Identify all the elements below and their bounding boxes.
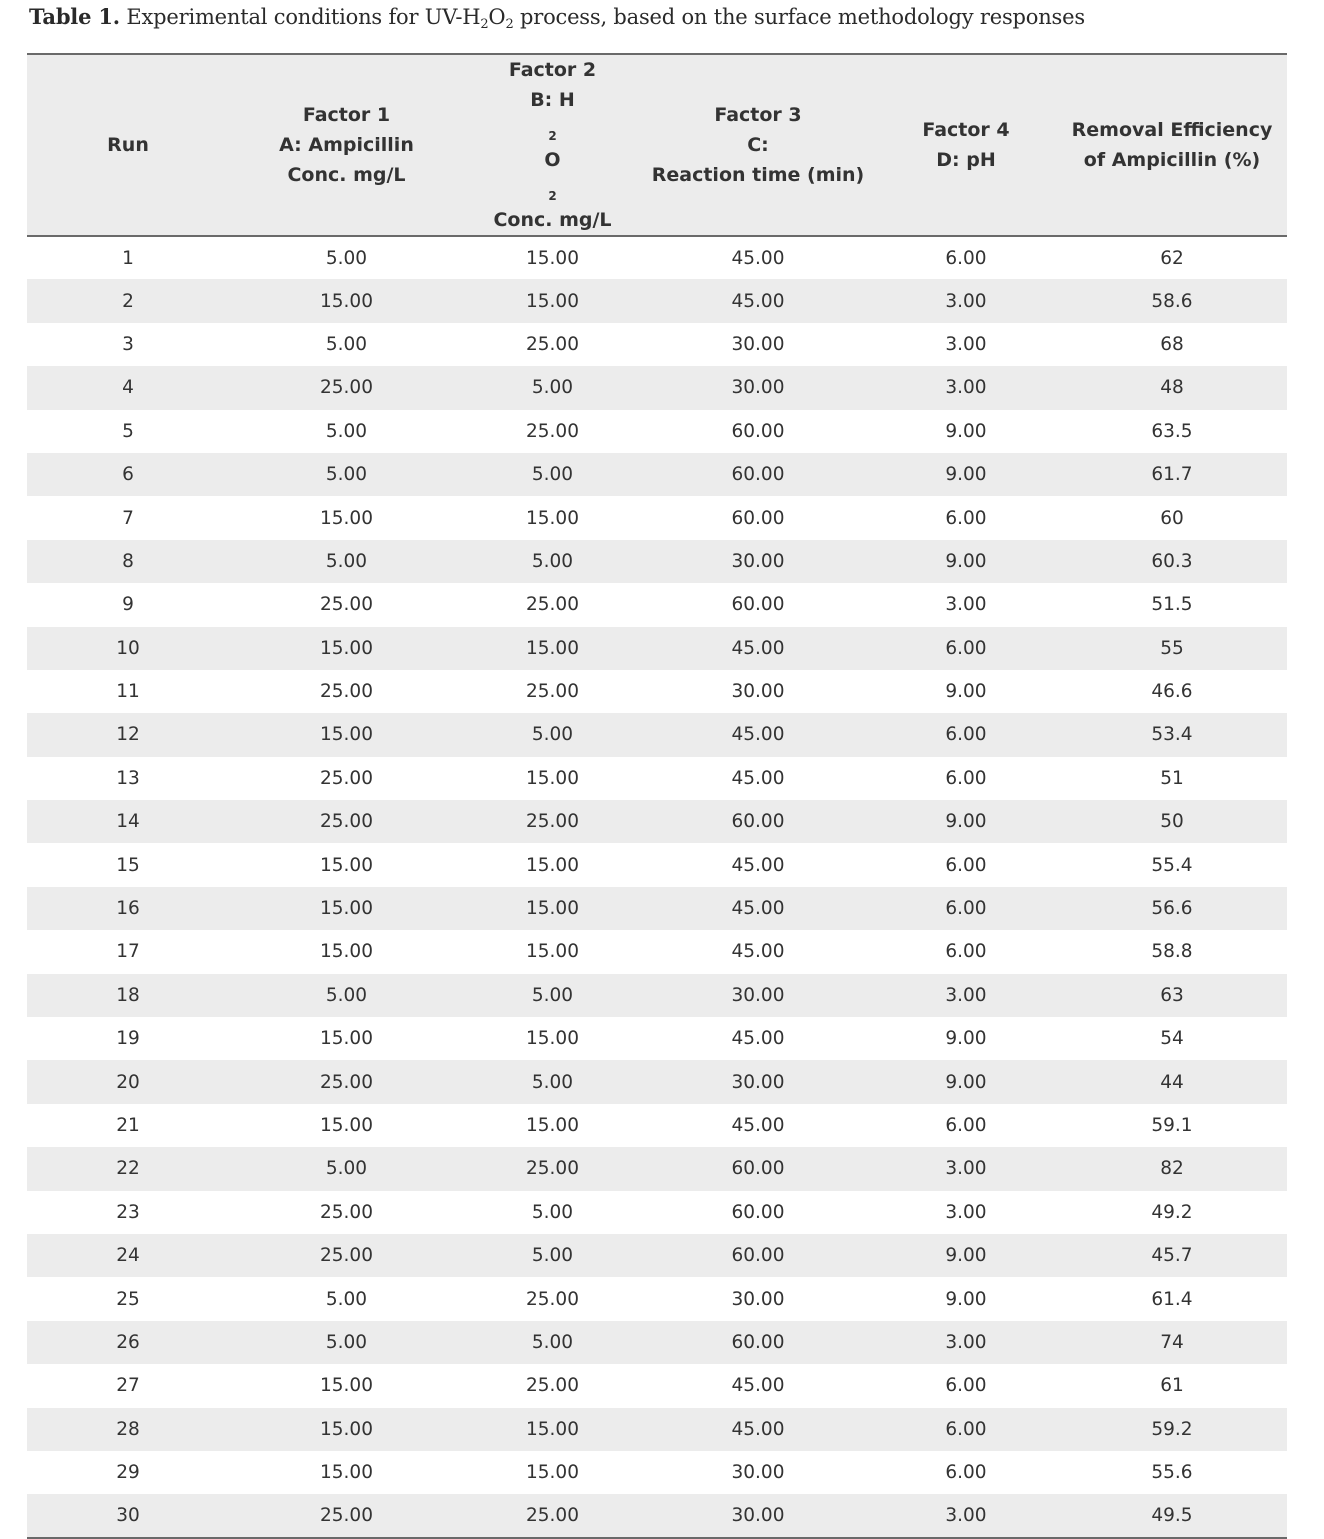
cell-reaction-time: 30.00 <box>731 984 785 1006</box>
caption-text: O <box>488 5 506 29</box>
cell-reaction-time: 45.00 <box>731 247 785 269</box>
cell-removal-efficiency: 62 <box>1160 247 1184 269</box>
cell-h2o2-conc: 25.00 <box>526 681 579 703</box>
table-row <box>27 800 1287 843</box>
cell-reaction-time: 60.00 <box>731 464 785 486</box>
cell-ampicillin-conc: 5.00 <box>325 1288 368 1310</box>
cell-removal-efficiency: 59.1 <box>1151 1115 1193 1136</box>
table-header <box>27 54 1287 236</box>
cell-ampicillin-conc: 15.00 <box>320 1115 373 1136</box>
cell-ph: 6.00 <box>945 637 987 659</box>
table-row <box>27 453 1287 496</box>
cell-removal-efficiency: 50 <box>1160 811 1184 833</box>
cell-run: 7 <box>122 507 134 529</box>
header-row <box>27 54 1287 236</box>
cell-removal-efficiency: 49.2 <box>1151 1201 1193 1223</box>
cell-removal-efficiency: 63.5 <box>1151 420 1193 442</box>
cell-ph: 9.00 <box>945 1288 987 1310</box>
cell-run: 19 <box>116 1028 140 1050</box>
cell-ph: 6.00 <box>945 724 987 746</box>
cell-run: 1 <box>122 247 134 269</box>
table-row <box>27 1017 1287 1060</box>
table-row <box>27 1147 1287 1190</box>
cell-run: 2 <box>122 290 134 312</box>
cell-ampicillin-conc: 25.00 <box>320 1071 373 1093</box>
cell-h2o2-conc: 5.00 <box>531 464 574 486</box>
cell-run: 16 <box>116 898 140 920</box>
cell-h2o2-conc: 15.00 <box>526 1028 579 1050</box>
cell-removal-efficiency: 58.6 <box>1151 290 1193 312</box>
cell-ampicillin-conc: 5.00 <box>325 420 368 442</box>
table-row <box>27 496 1287 539</box>
cell-ampicillin-conc: 25.00 <box>320 811 373 833</box>
cell-reaction-time: 30.00 <box>731 1462 785 1484</box>
cell-h2o2-conc: 15.00 <box>526 1115 579 1136</box>
cell-removal-efficiency: 61.7 <box>1151 464 1193 486</box>
cell-reaction-time: 30.00 <box>731 1505 785 1527</box>
cell-removal-efficiency: 44 <box>1160 1071 1184 1093</box>
cell-h2o2-conc: 5.00 <box>531 984 574 1006</box>
cell-run: 12 <box>116 724 140 746</box>
cell-reaction-time: 30.00 <box>731 681 785 703</box>
cell-ph: 9.00 <box>945 420 987 442</box>
cell-h2o2-conc: 25.00 <box>526 1505 579 1527</box>
cell-ph: 3.00 <box>945 1505 987 1527</box>
cell-ph: 6.00 <box>945 941 987 963</box>
table-caption <box>29 4 1085 32</box>
table-row <box>27 540 1287 583</box>
cell-reaction-time: 45.00 <box>731 290 785 312</box>
cell-ph: 3.00 <box>945 594 987 616</box>
table-row <box>27 843 1287 886</box>
cell-run: 25 <box>116 1288 140 1310</box>
cell-reaction-time: 60.00 <box>731 811 785 833</box>
cell-ph: 9.00 <box>945 811 987 833</box>
cell-reaction-time: 30.00 <box>731 1071 785 1093</box>
cell-h2o2-conc: 25.00 <box>526 811 579 833</box>
cell-reaction-time: 30.00 <box>731 333 785 355</box>
cell-ph: 9.00 <box>945 681 987 703</box>
header-factor-4: Factor 4 D: pH <box>875 54 1057 236</box>
cell-ph: 3.00 <box>945 333 987 355</box>
cell-run: 15 <box>116 854 140 876</box>
table-row <box>27 236 1287 279</box>
cell-ph: 6.00 <box>945 1462 987 1484</box>
cell-run: 22 <box>116 1158 140 1180</box>
cell-reaction-time: 60.00 <box>731 1158 785 1180</box>
cell-ph: 6.00 <box>945 854 987 876</box>
header-factor-3: Factor 3 C: Reaction time (min) <box>641 54 875 236</box>
cell-removal-efficiency: 58.8 <box>1151 941 1193 963</box>
cell-ampicillin-conc: 5.00 <box>325 1331 368 1353</box>
cell-h2o2-conc: 5.00 <box>531 1245 574 1267</box>
cell-h2o2-conc: 25.00 <box>526 1375 579 1397</box>
cell-reaction-time: 45.00 <box>731 898 785 920</box>
cell-ph: 6.00 <box>945 898 987 920</box>
cell-ampicillin-conc: 15.00 <box>320 1028 373 1050</box>
cell-ampicillin-conc: 15.00 <box>320 290 373 312</box>
cell-ampicillin-conc: 5.00 <box>325 550 368 572</box>
cell-removal-efficiency: 61.4 <box>1151 1288 1193 1310</box>
cell-ampicillin-conc: 15.00 <box>320 507 373 529</box>
caption-text: Experimental conditions for UV-H <box>126 5 481 29</box>
cell-removal-efficiency: 46.6 <box>1151 681 1193 703</box>
header-factor-1: Factor 1 A: Ampicillin Conc. mg/L <box>229 54 464 236</box>
cell-run: 17 <box>116 941 140 963</box>
cell-reaction-time: 60.00 <box>731 1245 785 1267</box>
cell-reaction-time: 60.00 <box>731 594 785 616</box>
cell-ampicillin-conc: 15.00 <box>320 941 373 963</box>
cell-ph: 6.00 <box>945 767 987 789</box>
table-row <box>27 279 1287 322</box>
header-removal-efficiency: Removal Efficiency of Ampicillin (%) <box>1057 54 1287 236</box>
cell-ph: 3.00 <box>945 984 987 1006</box>
cell-removal-efficiency: 51 <box>1160 767 1184 789</box>
cell-ph: 3.00 <box>945 290 987 312</box>
cell-ampicillin-conc: 25.00 <box>320 1201 373 1223</box>
cell-ph: 3.00 <box>945 1158 987 1180</box>
cell-removal-efficiency: 49.5 <box>1151 1505 1193 1527</box>
cell-ampicillin-conc: 25.00 <box>320 377 373 399</box>
experimental-conditions-table <box>27 53 1287 1539</box>
cell-run: 18 <box>116 984 140 1006</box>
table-row <box>27 366 1287 409</box>
cell-reaction-time: 30.00 <box>731 377 785 399</box>
cell-run: 24 <box>116 1245 140 1267</box>
caption-label: Table 1. <box>29 4 120 29</box>
table-row <box>27 1234 1287 1277</box>
cell-removal-efficiency: 55.6 <box>1151 1462 1193 1484</box>
cell-run: 29 <box>116 1462 140 1484</box>
cell-reaction-time: 45.00 <box>731 1418 785 1440</box>
table-row <box>27 930 1287 973</box>
cell-h2o2-conc: 15.00 <box>526 507 579 529</box>
table-row <box>27 1364 1287 1407</box>
cell-ph: 6.00 <box>945 507 987 529</box>
cell-ph: 6.00 <box>945 1418 987 1440</box>
cell-run: 21 <box>116 1115 140 1136</box>
cell-h2o2-conc: 15.00 <box>526 1462 579 1484</box>
cell-run: 11 <box>116 681 140 703</box>
cell-ampicillin-conc: 15.00 <box>320 1418 373 1440</box>
table-row <box>27 1060 1287 1103</box>
cell-removal-efficiency: 51.5 <box>1151 594 1193 616</box>
cell-h2o2-conc: 5.00 <box>531 1071 574 1093</box>
table-row <box>27 1191 1287 1234</box>
cell-ampicillin-conc: 5.00 <box>325 333 368 355</box>
cell-h2o2-conc: 5.00 <box>531 377 574 399</box>
cell-run: 4 <box>122 377 134 399</box>
cell-ph: 3.00 <box>945 1201 987 1223</box>
cell-ph: 6.00 <box>945 1115 987 1136</box>
cell-h2o2-conc: 15.00 <box>526 290 579 312</box>
cell-h2o2-conc: 25.00 <box>526 420 579 442</box>
cell-reaction-time: 45.00 <box>731 854 785 876</box>
cell-h2o2-conc: 15.00 <box>526 767 579 789</box>
cell-run: 27 <box>116 1375 140 1397</box>
cell-ampicillin-conc: 25.00 <box>320 1505 373 1527</box>
cell-reaction-time: 60.00 <box>731 507 785 529</box>
cell-run: 9 <box>122 594 134 616</box>
cell-ampicillin-conc: 15.00 <box>320 724 373 746</box>
cell-ampicillin-conc: 15.00 <box>320 898 373 920</box>
cell-removal-efficiency: 68 <box>1160 333 1184 355</box>
cell-removal-efficiency: 74 <box>1160 1331 1184 1353</box>
cell-h2o2-conc: 25.00 <box>526 594 579 616</box>
caption-subscript: 2 <box>480 17 489 32</box>
cell-ampicillin-conc: 15.00 <box>320 1375 373 1397</box>
cell-reaction-time: 60.00 <box>731 420 785 442</box>
cell-h2o2-conc: 15.00 <box>526 854 579 876</box>
header-factor-2: Factor 2 B: H $_2$ O $_2$ Conc. mg/L <box>464 54 641 236</box>
table-row <box>27 757 1287 800</box>
table-row <box>27 1277 1287 1320</box>
cell-h2o2-conc: 25.00 <box>526 1288 579 1310</box>
cell-removal-efficiency: 55 <box>1160 637 1184 659</box>
cell-ampicillin-conc: 25.00 <box>320 1245 373 1267</box>
cell-reaction-time: 45.00 <box>731 1028 785 1050</box>
cell-h2o2-conc: 25.00 <box>526 333 579 355</box>
cell-h2o2-conc: 25.00 <box>526 1158 579 1180</box>
cell-reaction-time: 45.00 <box>731 724 785 746</box>
cell-removal-efficiency: 60 <box>1160 507 1184 529</box>
table-row <box>27 410 1287 453</box>
cell-reaction-time: 45.00 <box>731 1375 785 1397</box>
table-row <box>27 713 1287 756</box>
cell-ampicillin-conc: 25.00 <box>320 767 373 789</box>
table-row <box>27 974 1287 1017</box>
cell-reaction-time: 45.00 <box>731 941 785 963</box>
table-row <box>27 627 1287 670</box>
cell-removal-efficiency: 59.2 <box>1151 1418 1193 1440</box>
cell-reaction-time: 45.00 <box>731 637 785 659</box>
cell-run: 28 <box>116 1418 140 1440</box>
cell-ampicillin-conc: 25.00 <box>320 594 373 616</box>
table-body <box>27 236 1287 1538</box>
table-row <box>27 1104 1287 1147</box>
cell-removal-efficiency: 45.7 <box>1151 1245 1193 1267</box>
header-run: Run <box>27 54 229 236</box>
cell-h2o2-conc: 15.00 <box>526 1418 579 1440</box>
cell-run: 23 <box>116 1201 140 1223</box>
cell-reaction-time: 30.00 <box>731 1288 785 1310</box>
table-row <box>27 887 1287 930</box>
cell-removal-efficiency: 53.4 <box>1151 724 1193 746</box>
cell-run: 26 <box>116 1331 140 1353</box>
caption-text: process, based on the surface methodology responses <box>513 5 1085 29</box>
cell-ph: 9.00 <box>945 1245 987 1267</box>
cell-ph: 3.00 <box>945 1331 987 1353</box>
table-row <box>27 1321 1287 1364</box>
cell-removal-efficiency: 54 <box>1160 1028 1184 1050</box>
cell-removal-efficiency: 56.6 <box>1151 898 1193 920</box>
cell-ph: 9.00 <box>945 1071 987 1093</box>
cell-h2o2-conc: 15.00 <box>526 637 579 659</box>
cell-ph: 3.00 <box>945 377 987 399</box>
cell-run: 10 <box>116 637 140 659</box>
cell-removal-efficiency: 63 <box>1160 984 1184 1006</box>
cell-run: 20 <box>116 1071 140 1093</box>
cell-reaction-time: 30.00 <box>731 550 785 572</box>
cell-ampicillin-conc: 15.00 <box>320 1462 373 1484</box>
cell-run: 3 <box>122 333 134 355</box>
cell-h2o2-conc: 15.00 <box>526 898 579 920</box>
cell-run: 8 <box>122 550 134 572</box>
cell-ph: 9.00 <box>945 550 987 572</box>
cell-reaction-time: 60.00 <box>731 1201 785 1223</box>
cell-ph: 6.00 <box>945 1375 987 1397</box>
cell-removal-efficiency: 55.4 <box>1151 854 1193 876</box>
table-row <box>27 1451 1287 1494</box>
cell-reaction-time: 45.00 <box>731 1115 785 1136</box>
cell-ampicillin-conc: 5.00 <box>325 464 368 486</box>
cell-h2o2-conc: 15.00 <box>526 941 579 963</box>
cell-ampicillin-conc: 25.00 <box>320 681 373 703</box>
cell-ph: 9.00 <box>945 1028 987 1050</box>
cell-run: 14 <box>116 811 140 833</box>
cell-h2o2-conc: 5.00 <box>531 550 574 572</box>
cell-removal-efficiency: 82 <box>1160 1158 1184 1180</box>
table-row <box>27 1408 1287 1451</box>
caption-subscript: 2 <box>505 17 514 32</box>
cell-ampicillin-conc: 15.00 <box>320 637 373 659</box>
cell-h2o2-conc: 5.00 <box>531 724 574 746</box>
cell-reaction-time: 45.00 <box>731 767 785 789</box>
table-row <box>27 670 1287 713</box>
cell-run: 13 <box>116 767 140 789</box>
cell-ampicillin-conc: 15.00 <box>320 854 373 876</box>
cell-h2o2-conc: 15.00 <box>526 247 579 269</box>
cell-reaction-time: 60.00 <box>731 1331 785 1353</box>
table-row <box>27 583 1287 626</box>
cell-ampicillin-conc: 5.00 <box>325 984 368 1006</box>
cell-ampicillin-conc: 5.00 <box>325 1158 368 1180</box>
cell-ampicillin-conc: 5.00 <box>325 247 368 269</box>
cell-removal-efficiency: 61 <box>1160 1375 1184 1397</box>
cell-h2o2-conc: 5.00 <box>531 1331 574 1353</box>
cell-ph: 9.00 <box>945 464 987 486</box>
cell-run: 30 <box>116 1505 140 1527</box>
cell-h2o2-conc: 5.00 <box>531 1201 574 1223</box>
cell-removal-efficiency: 60.3 <box>1151 550 1193 572</box>
cell-run: 5 <box>122 420 134 442</box>
cell-run: 6 <box>122 464 134 486</box>
table-row <box>27 1494 1287 1537</box>
table-row <box>27 323 1287 366</box>
cell-ph: 6.00 <box>945 247 987 269</box>
cell-removal-efficiency: 48 <box>1160 377 1184 399</box>
